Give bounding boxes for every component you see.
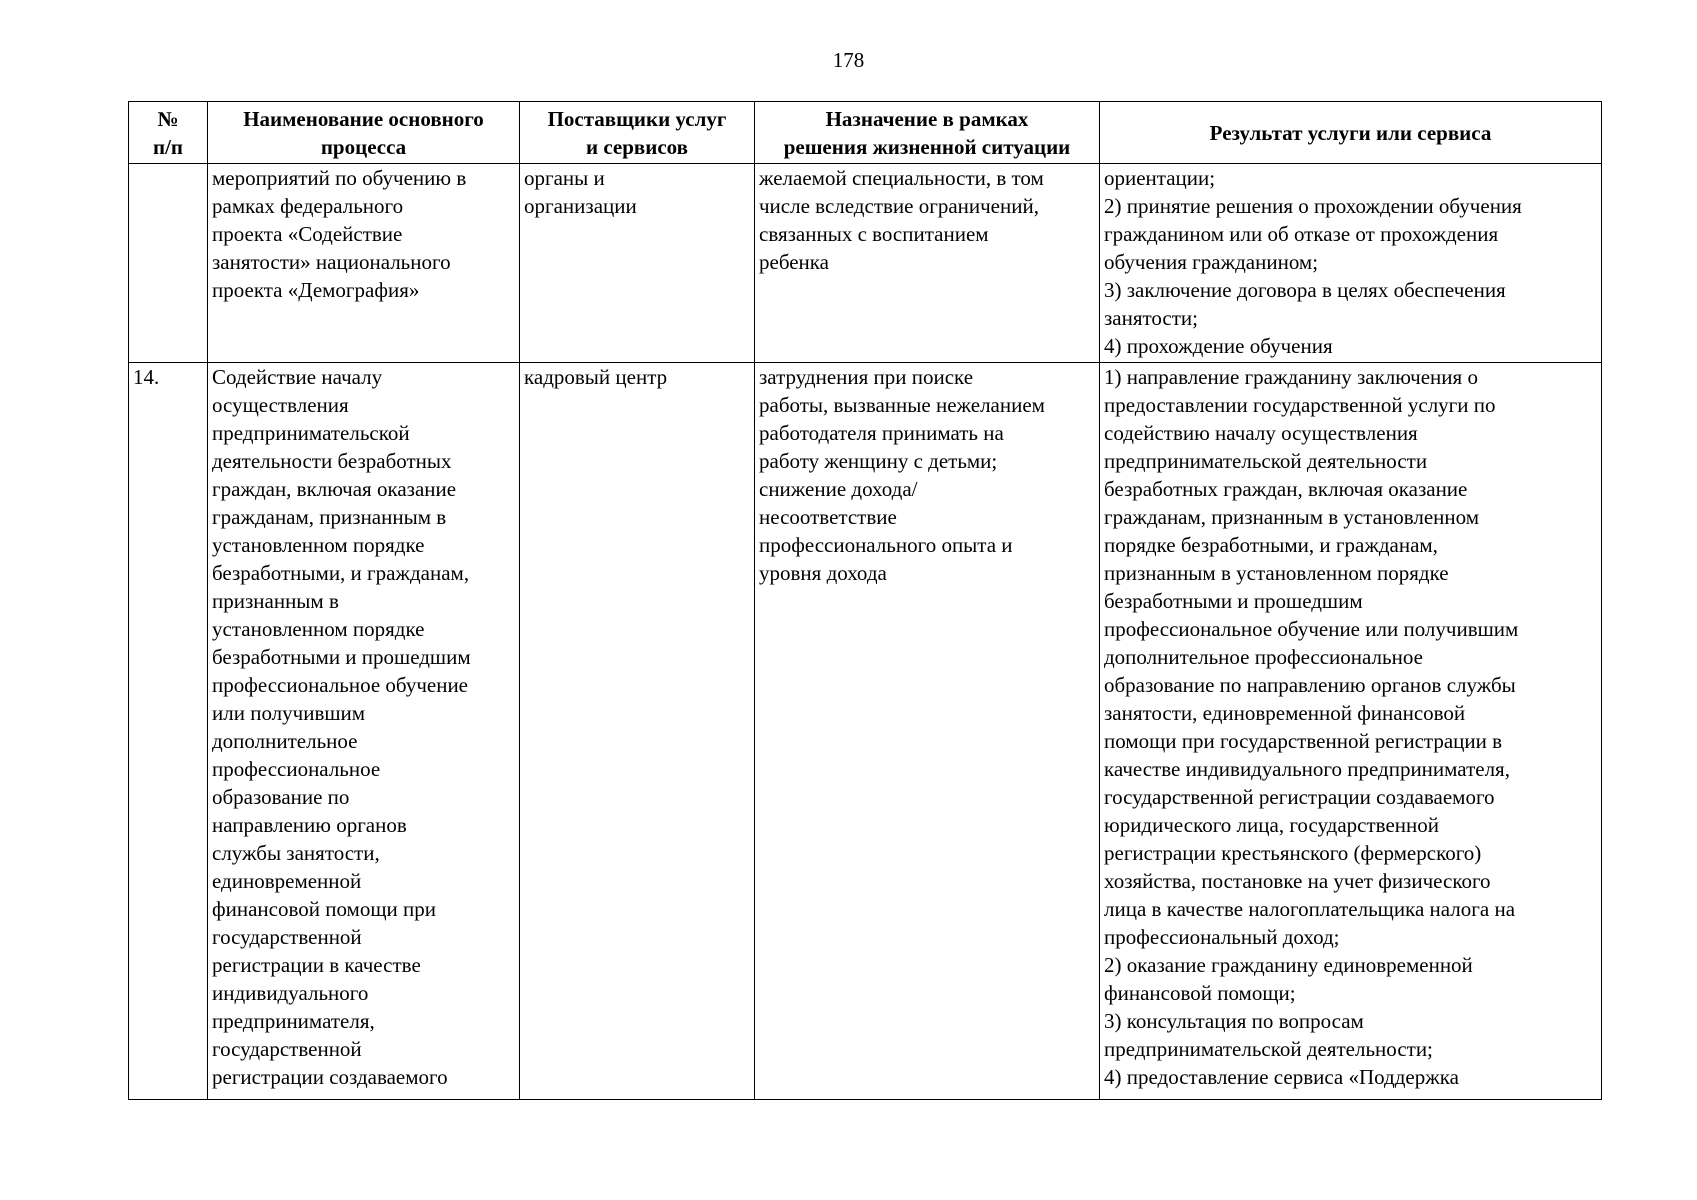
table-row <box>129 363 1602 1100</box>
cell-text-line: признанным в установленном порядке <box>1104 561 1449 585</box>
cell-purpose <box>755 164 1100 363</box>
table-header <box>129 102 1602 164</box>
cell-text-line: проекта «Демография» <box>212 278 420 302</box>
header-number: № п/п <box>129 102 208 164</box>
cell-text-line: 4) предоставление сервиса «Поддержка <box>1104 1065 1459 1089</box>
cell-text-line: связанных с воспитанием <box>759 222 989 246</box>
cell-text-line: 1) направление гражданину заключения о <box>1104 365 1478 389</box>
cell-text-line: помощи при государственной регистрации в <box>1104 729 1503 753</box>
header-purpose: Назначение в рамках решения жизненной ситуации <box>755 102 1100 164</box>
cell-text-line: дополнительное <box>212 729 358 753</box>
cell-number: 14. <box>129 363 208 1100</box>
cell-text-line: предпринимателя, <box>212 1009 375 1033</box>
cell-text-line: 3) заключение договора в целях обеспечения <box>1104 278 1506 302</box>
cell-text-line: безработными и прошедшим <box>212 645 471 669</box>
cell-text-line: осуществления <box>212 393 349 417</box>
cell-text-line: кадровый центр <box>524 365 668 389</box>
cell-text-line: государственной <box>212 925 362 949</box>
page-number: 178 <box>832 48 865 72</box>
cell-text-line: несоответствие <box>759 505 897 529</box>
cell-text-line: безработных граждан, включая оказание <box>1104 477 1468 501</box>
cell-text-line: деятельности безработных <box>212 449 452 473</box>
cell-text-line: предпринимательской <box>212 421 410 445</box>
cell-result <box>1100 363 1602 1100</box>
cell-text-line: желаемой специальности, в том <box>759 166 1044 190</box>
cell-text-line: профессиональное обучение или получившим <box>1104 617 1519 641</box>
cell-text-line: работу женщину с детьми; <box>759 449 998 473</box>
cell-text-line: безработными, и гражданам, <box>212 561 470 585</box>
cell-text-line: предпринимательской деятельности <box>1104 449 1428 473</box>
cell-text-line: 4) прохождение обучения <box>1104 334 1333 358</box>
cell-text-line: занятости» национального <box>212 250 451 274</box>
cell-text-line: обучения гражданином; <box>1104 250 1319 274</box>
cell-text-line: уровня дохода <box>759 561 887 585</box>
cell-text-line: граждан, включая оказание <box>212 477 457 501</box>
cell-text-line: или получившим <box>212 701 366 725</box>
cell-text-line: регистрации создаваемого <box>212 1065 448 1089</box>
cell-text-line: ориентации; <box>1104 166 1216 190</box>
cell-text-line: единовременной <box>212 869 362 893</box>
cell-text-line: установленном порядке <box>212 617 425 641</box>
cell-text-line: установленном порядке <box>212 533 425 557</box>
cell-text-line: финансовой помощи; <box>1104 981 1296 1005</box>
cell-text-line: предпринимательской деятельности; <box>1104 1037 1433 1061</box>
cell-number <box>129 164 208 363</box>
cell-text-line: рамках федерального <box>212 194 404 218</box>
cell-text-line: организации <box>524 194 637 218</box>
cell-text-line: гражданам, признанным в установленном <box>1104 505 1480 529</box>
cell-text-line: финансовой помощи при <box>212 897 436 921</box>
cell-text-line: регистрации в качестве <box>212 953 421 977</box>
header-process-name: Наименование основного процесса <box>208 102 520 164</box>
cell-text-line: работодателя принимать на <box>759 421 1004 445</box>
header-result: Результат услуги или сервиса <box>1100 102 1602 164</box>
table-row <box>129 164 1602 363</box>
cell-text-line: гражданам, признанным в <box>212 505 447 529</box>
cell-text-line: качестве индивидуального предпринимателя, <box>1104 757 1510 781</box>
cell-text-line: профессиональное обучение <box>212 673 468 697</box>
cell-text-line: работы, вызванные нежеланием <box>759 393 1045 417</box>
cell-text-line: порядке безработными, и гражданам, <box>1104 533 1438 557</box>
cell-text-line: службы занятости, <box>212 841 380 865</box>
cell-text-line: проекта «Содействие <box>212 222 403 246</box>
cell-text-line: хозяйства, постановке на учет физического <box>1104 869 1491 893</box>
cell-text-line: содействию началу осуществления <box>1104 421 1418 445</box>
cell-text-line: юридического лица, государственной <box>1104 813 1439 837</box>
cell-text-line: образование по <box>212 785 350 809</box>
cell-text-line: 2) оказание гражданину единовременной <box>1104 953 1473 977</box>
cell-process-name <box>208 363 520 1100</box>
cell-providers <box>520 164 755 363</box>
cell-text-line: затруднения при поиске <box>759 365 974 389</box>
cell-text-line: индивидуального <box>212 981 369 1005</box>
cell-text-line: государственной <box>212 1037 362 1061</box>
cell-text-line: безработными и прошедшим <box>1104 589 1363 613</box>
cell-text-line: гражданином или об отказе от прохождения <box>1104 222 1499 246</box>
services-table <box>128 101 1602 1100</box>
cell-text-line: профессиональное <box>212 757 381 781</box>
cell-text-line: профессионального опыта и <box>759 533 1013 557</box>
cell-text-line: государственной регистрации создаваемого <box>1104 785 1495 809</box>
cell-text-line: Содействие началу <box>212 365 383 389</box>
cell-text-line: ребенка <box>759 250 829 274</box>
cell-providers <box>520 363 755 1100</box>
table-body <box>129 164 1602 1100</box>
cell-text-line: числе вследствие ограничений, <box>759 194 1039 218</box>
cell-text-line: мероприятий по обучению в <box>212 166 467 190</box>
cell-text-line: предоставлении государственной услуги по <box>1104 393 1496 417</box>
cell-text-line: признанным в <box>212 589 339 613</box>
cell-result <box>1100 164 1602 363</box>
header-providers: Поставщики услуг и сервисов <box>520 102 755 164</box>
cell-text-line: 2) принятие решения о прохождении обучения <box>1104 194 1522 218</box>
cell-text-line: направлению органов <box>212 813 407 837</box>
cell-text-line: занятости; <box>1104 306 1199 330</box>
cell-text-line: образование по направлению органов службы <box>1104 673 1516 697</box>
cell-text-line: 3) консультация по вопросам <box>1104 1009 1364 1033</box>
cell-process-name <box>208 164 520 363</box>
cell-purpose <box>755 363 1100 1100</box>
cell-text-line: снижение дохода/ <box>759 477 918 501</box>
cell-text-line: лица в качестве налогоплательщика налога на <box>1104 897 1516 921</box>
cell-text-line: занятости, единовременной финансовой <box>1104 701 1466 725</box>
cell-text-line: дополнительное профессиональное <box>1104 645 1423 669</box>
cell-text-line: органы и <box>524 166 605 190</box>
cell-text-line: регистрации крестьянского (фермерского) <box>1104 841 1482 865</box>
cell-text-line: профессиональный доход; <box>1104 925 1340 949</box>
